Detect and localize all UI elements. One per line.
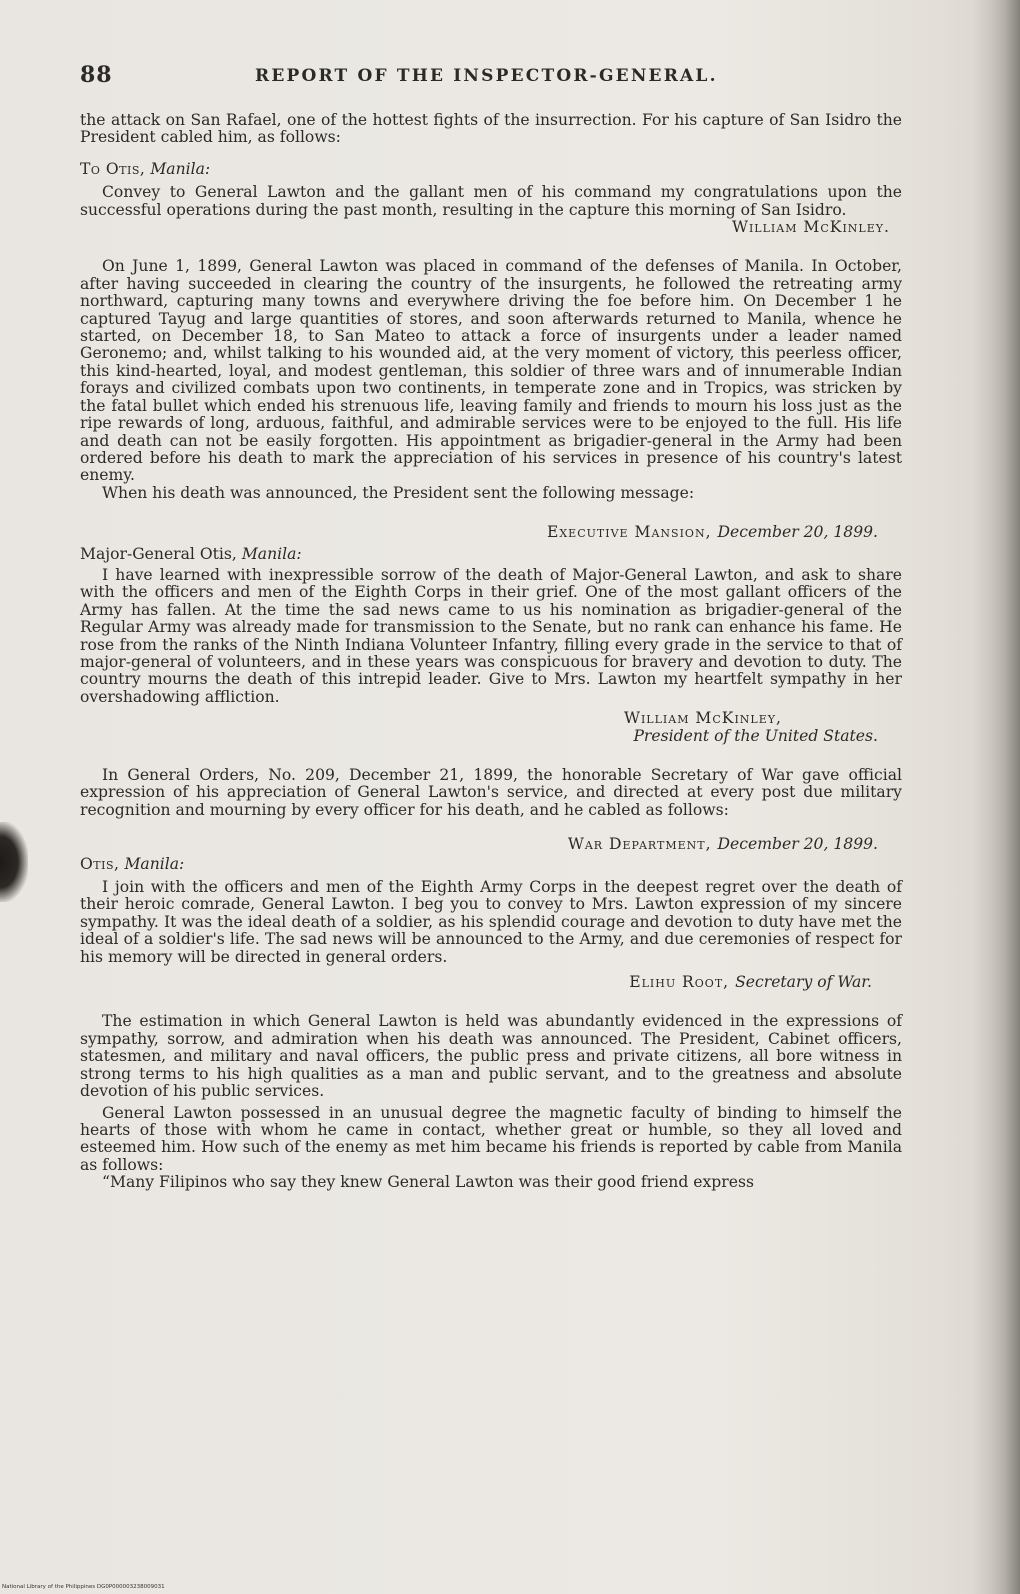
telegram-2-signature-title: President of the United States. — [633, 726, 878, 745]
telegram-3-addressee-name: Otis, — [80, 854, 120, 873]
telegram-1-signature: William McKinley. — [731, 218, 890, 237]
telegram-2-dateline-date: December 20, 1899. — [717, 523, 878, 542]
paragraph-6: General Lawton possessed in an unusual degree the magnetic faculty of binding to himself the hearts of those with whom he came in contact, whether great or humble, so they all loved and esteemed him. How such of the enemy as met him became his friends is reported by cable from Manila as follows: — [80, 1103, 902, 1174]
paragraph-2: On June 1, 1899, General Lawton was placed in command of the defenses of Manila. In October, after having succeeded in clearing the country of the insurgents, he followed the retreating army northward, capturing many towns and everywhere driving the foe before him. On December 1 he captured Tayug and large quantities of stores, and soon afterwards returned to Manila, whence he started, on December 18, to San Mateo to attack a force of insurgents under a leader named Geronemo; and, whilst talking to his wounded aid, at the very moment of victory, this peerless officer, this kind-hearted, loyal, and modest gentleman, this soldier of three wars and of innumerable Indian forays and civilized combats upon two continents, in temperate zone and in Tropics, was stricken by the fatal bullet which ended his strenuous life, leaving family and friends to mourn his loss just as the ripe rewards of long, arduous, faithful, and admirable services were to be enjoyed to the full. His life and death can not be easily forgotten. His appointment as brigadier-general in the Army had been ordered before his death to mark the appreciation of his services in presence of his country's latest enemy. — [80, 257, 902, 485]
telegram-2-dateline — [80, 524, 902, 541]
paragraph-3: When his death was announced, the President sent the following message: — [102, 483, 695, 502]
telegram-2-dateline-place: Executive Mansion, — [546, 523, 712, 542]
paragraph-4: In General Orders, No. 209, December 21, 1899, the honorable Secretary of War gave official expression of his appreciation of General Lawton's service, and directed at every post due military recognition and mourning by every officer for his death, and he cabled as follows: — [80, 766, 902, 819]
telegram-3-dateline — [80, 836, 902, 853]
telegram-3-text: I join with the officers and men of the Eighth Army Corps in the deepest regret over the death of their heroic comrade, General Lawton. I beg you to convey to Mrs. Lawton expression of my sincere sympathy. It was the ideal death of a soldier, as his splendid courage and devotion to duty have met the ideal of a soldier's life. The sad news will be announced to the Army, and due ceremonies of respect for his memory will be directed in general orders. — [80, 878, 902, 966]
telegram-2-text: I have learned with inexpressible sorrow of the death of Major-General Lawton, and ask to share with the officers and men of the Eighth Corps in their grief. One of the most gallant officers of the Army has fallen. At the time the sad news came to us his nomination as brigadier-general of the Regular Army was already made for transmission to the Senate, but no rank can enhance his fame. He rose from the ranks of the Ninth Indiana Volunteer Infantry, filling every grade in the service to that of major-general of volunteers, and in these years was conspicuous for bravery and devotion to duty. The country mourns the death of this intrepid leader. Give to Mrs. Lawton my heartfelt sympathy in her overshadowing affliction. — [80, 565, 902, 706]
telegram-3-dateline-date: December 20, 1899. — [717, 835, 878, 854]
page-number: 88 — [80, 62, 113, 88]
page-header — [80, 62, 902, 94]
running-title: REPORT OF THE INSPECTOR-GENERAL. — [255, 66, 718, 86]
telegram-2-addressee-name: Major-General Otis, — [80, 544, 237, 563]
scan-footer: National Library of the Philippines DG0P000003238009031 — [2, 1584, 165, 1590]
telegram-2-signature: William McKinley, — [623, 709, 782, 728]
paragraph-7: “Many Filipinos who say they knew General Lawton was their good friend express — [102, 1173, 754, 1192]
telegram-3-addressee — [80, 856, 902, 873]
telegram-1-addressee-place: Manila: — [150, 159, 211, 178]
telegram-3-signature: Elihu Root, — [629, 973, 730, 992]
telegram-3-addressee-place: Manila: — [124, 854, 185, 873]
paragraph-5: The estimation in which General Lawton is held was abundantly evidenced in the expressions of sympathy, sorrow, and admiration when his death was announced. The President, Cabinet officers, statesmen, and military and naval officers, the public press and private citizens, all bore witness in strong terms to his high qualities as a man and public servant, and to the greatness and absolute devotion of his public services. — [80, 1012, 902, 1101]
telegram-3-signature-title: Secretary of War. — [735, 973, 872, 992]
telegram-2-addressee-place: Manila: — [241, 544, 302, 563]
page-body — [80, 112, 902, 1192]
book-gutter-shadow — [972, 0, 1020, 1594]
paragraph-1: the attack on San Rafael, one of the hottest fights of the insurrection. For his capture of San Isidro the President cabled him, as follows: — [80, 111, 902, 147]
telegram-1-addressee — [80, 161, 902, 178]
telegram-1-text: Convey to General Lawton and the gallant men of his command my congratulations upon the successful operations during the past month, resulting in the capture this morning of San Isidro. — [80, 183, 902, 219]
telegram-3-signature-line — [80, 974, 902, 991]
telegram-3-dateline-place: War Department, — [567, 835, 712, 854]
binding-hole-mark — [0, 822, 28, 902]
telegram-2-addressee — [80, 546, 902, 563]
telegram-1-addressee-name: To Otis, — [80, 159, 146, 178]
